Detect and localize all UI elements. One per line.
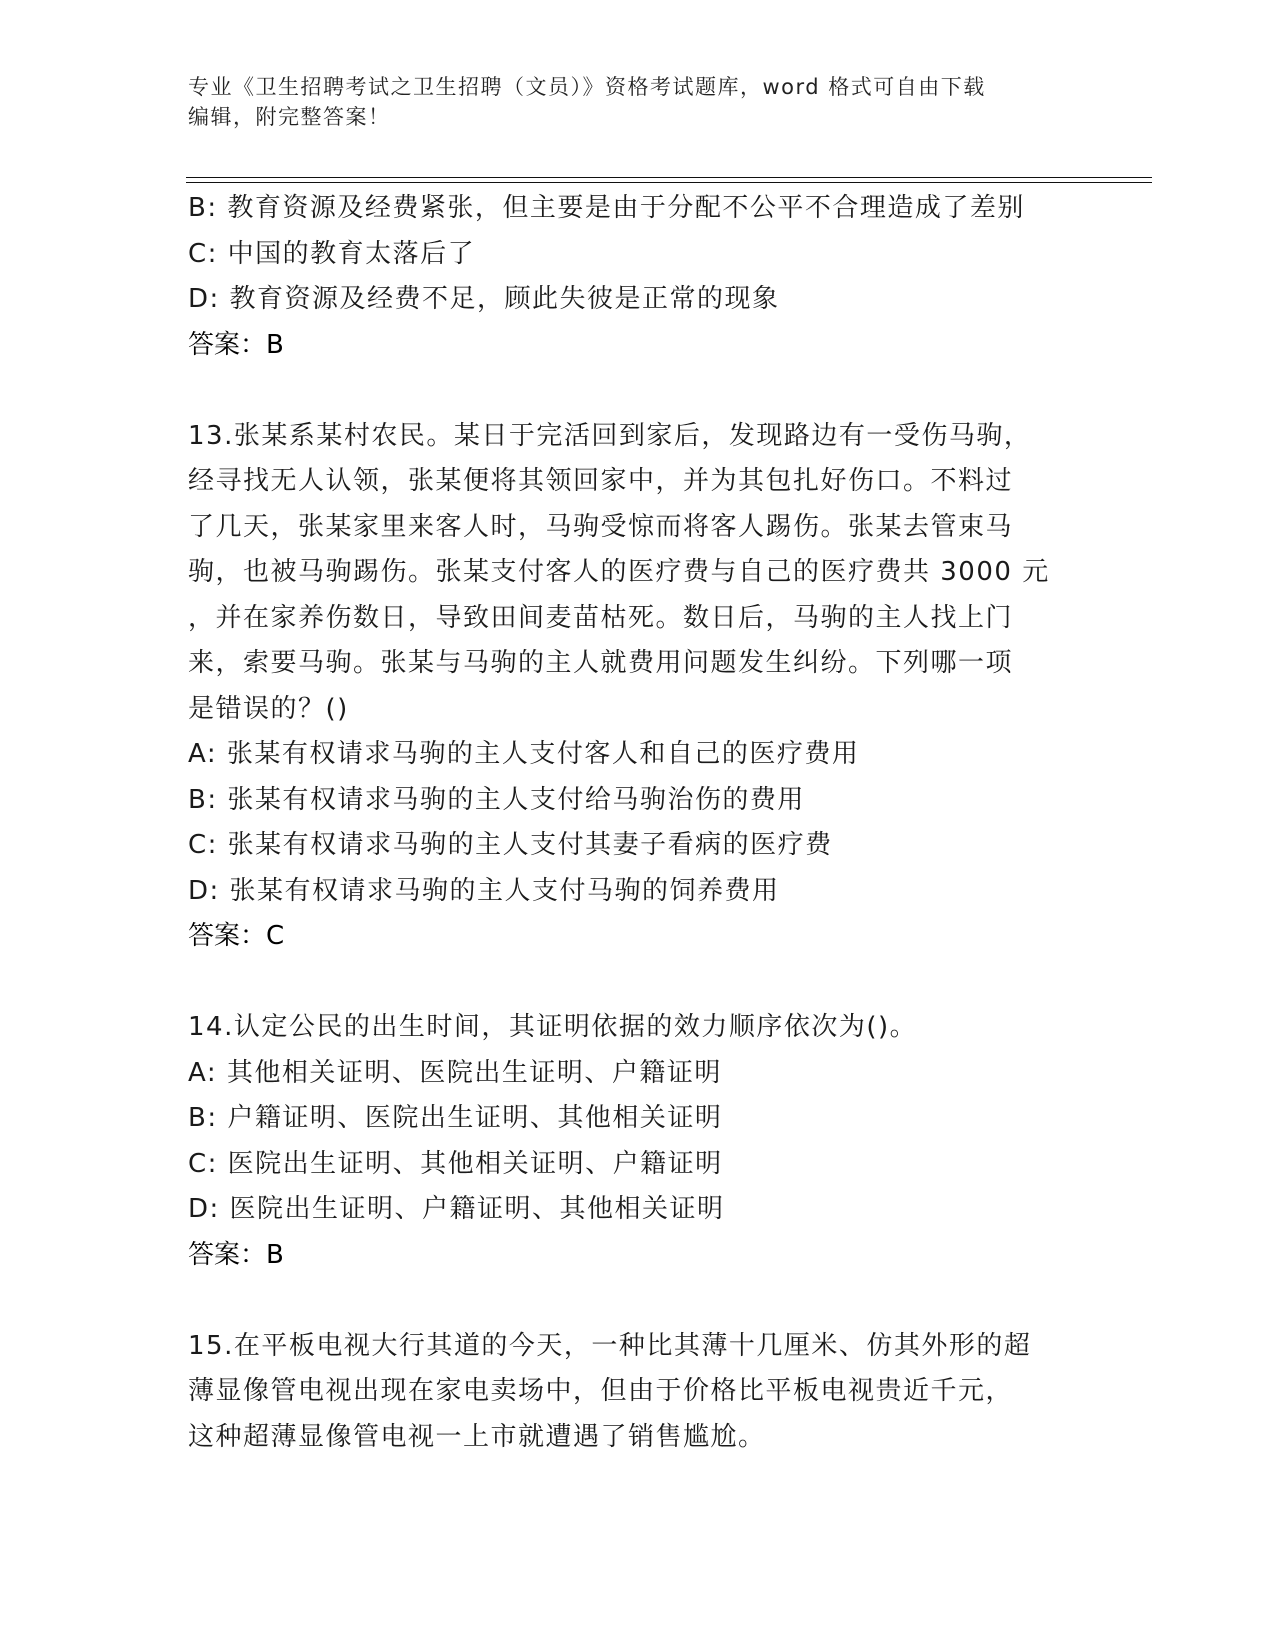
header-line-2: 编辑，附完整答案！	[188, 105, 391, 129]
spacer	[188, 960, 1078, 1006]
header-divider-bottom	[186, 182, 1152, 183]
answer: 答案：B	[188, 329, 284, 360]
question-stem-line: 薄显像管电视出现在家电卖场中，但由于价格比平板电视贵近千元，	[188, 1376, 1014, 1406]
option-d: D: 教育资源及经费不足，顾此失彼是正常的现象	[188, 284, 780, 314]
question-stem-line: 15.在平板电视大行其道的今天，一种比其薄十几厘米、仿其外形的超	[188, 1330, 1032, 1361]
option-b: B: 户籍证明、医院出生证明、其他相关证明	[188, 1103, 723, 1133]
option-b: B: 张某有权请求马驹的主人支付给马驹治伤的费用	[188, 784, 805, 815]
option-b: B: 教育资源及经费紧张，但主要是由于分配不公平不合理造成了差别	[188, 193, 1025, 223]
question-stem-line: 是错误的？()	[188, 693, 349, 724]
spacer	[188, 368, 1078, 414]
option-c: C: 医院出生证明、其他相关证明、户籍证明	[188, 1148, 723, 1179]
question-stem-line: 来，索要马驹。张某与马驹的主人就费用问题发生纠纷。下列哪一项	[188, 648, 1014, 678]
question-stem-line: 经寻找无人认领，张某便将其领回家中，并为其包扎好伤口。不料过	[188, 466, 1014, 496]
answer: 答案：B	[188, 1239, 284, 1270]
option-c: C: 中国的教育太落后了	[188, 238, 476, 269]
option-a: A: 张某有权请求马驹的主人支付客人和自己的医疗费用	[188, 739, 860, 769]
answer: 答案：C	[188, 921, 285, 951]
option-d: D: 医院出生证明、户籍证明、其他相关证明	[188, 1194, 725, 1224]
question-13	[188, 414, 1078, 960]
spacer	[188, 1278, 1078, 1324]
question-stem-line: 13.张某系某村农民。某日于完活回到家后，发现路边有一受伤马驹，	[188, 420, 1032, 451]
question-15	[188, 1324, 1078, 1461]
option-a: A: 其他相关证明、医院出生证明、户籍证明	[188, 1057, 722, 1088]
question-stem-line: 驹，也被马驹踢伤。张某支付客人的医疗费与自己的医疗费共 3000 元	[188, 557, 1050, 587]
header-line-1: 专业《卫生招聘考试之卫生招聘（文员）》资格考试题库，word 格式可自由下载	[188, 75, 986, 99]
option-d: D: 张某有权请求马驹的主人支付马驹的饲养费用	[188, 875, 780, 906]
question-stem-line: 了几天，张某家里来客人时，马驹受惊而将客人踢伤。张某去管束马	[188, 511, 1014, 542]
question-12-tail	[188, 186, 1078, 368]
question-stem-line: 这种超薄显像管电视一上市就遭遇了销售尴尬。	[188, 1421, 766, 1452]
document-body	[188, 186, 1078, 1460]
question-stem-line: 14.认定公民的出生时间，其证明依据的效力顺序依次为()。	[188, 1012, 918, 1042]
document-header	[188, 72, 1068, 132]
question-stem-line: ，并在家养伤数日，导致田间麦苗枯死。数日后，马驹的主人找上门	[188, 602, 1014, 633]
question-14	[188, 1005, 1078, 1278]
header-divider-top	[186, 177, 1152, 178]
option-c: C: 张某有权请求马驹的主人支付其妻子看病的医疗费	[188, 830, 833, 860]
